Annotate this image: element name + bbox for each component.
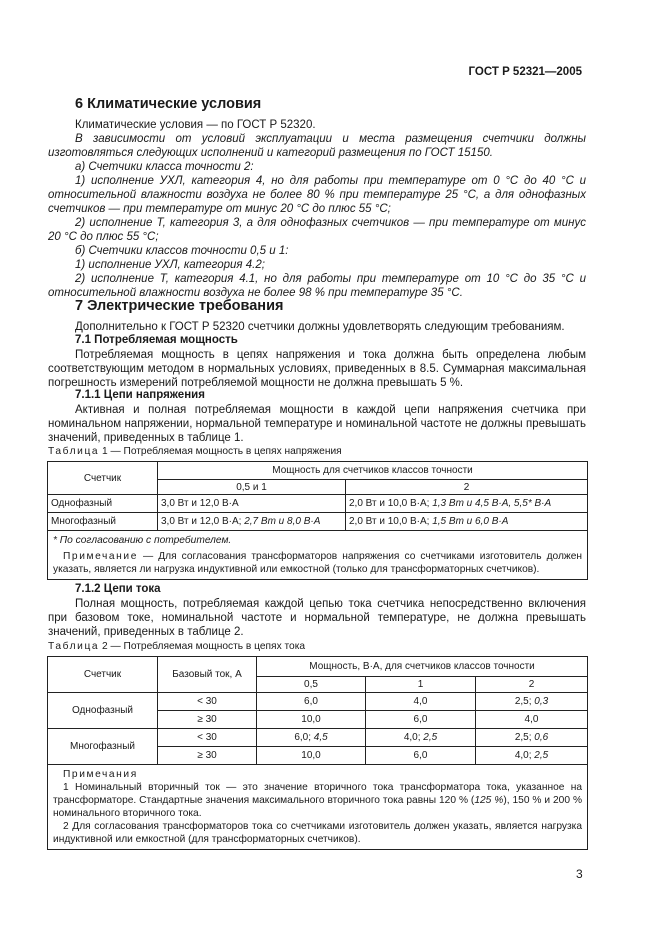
subsection-7-1-1-paragraph: Активная и полная потребляемая мощности в каждой цепи напряжения счетчика при номинальном напряжении, нормальной температуре и номинальной частоте не должны превышать значений, приведенных в таблице 1. [48, 404, 586, 444]
table-cell: 10,0 [257, 711, 366, 729]
table-header-cell: 2 [346, 480, 588, 495]
table-header-cell: 2 [476, 677, 588, 693]
table-note [48, 765, 588, 850]
subsection-7-1-title: 7.1 Потребляемая мощность [75, 334, 238, 346]
table-2 [47, 656, 588, 850]
table-row [48, 693, 588, 711]
table-cell: 4,0; 2,5 [366, 729, 476, 747]
table-2-note-2: 2 Для согласования трансформаторов тока со счетчиками изготовитель должен указать, является нагрузка индуктивной или емкостной (для трансформаторных счетчиков). [53, 821, 583, 845]
table-cell: 3,0 Вт и 12,0 В·А [158, 495, 346, 513]
section-6-paragraph: 1) исполнение УХЛ, категория 4.2; [75, 259, 265, 271]
section-6-title: 6 Климатические условия [75, 96, 262, 112]
table-row [48, 729, 588, 747]
table-cell: Многофазный [48, 513, 158, 531]
section-7-paragraph: Дополнительно к ГОСТ Р 52320 счетчики должны удовлетворять следующим требованиям. [75, 321, 565, 333]
table-cell: 6,0 [257, 693, 366, 711]
table-cell: Однофазный [48, 495, 158, 513]
table-footnote: * По согласованию с потребителем. [53, 535, 232, 546]
table-cell: ≥ 30 [158, 747, 257, 765]
section-6-paragraph: В зависимости от условий эксплуатации и места размещения счетчики должны изготовляться следующих исполнений и категорий размещения по ГОСТ 15150. [48, 133, 586, 159]
page-number: 3 [576, 867, 583, 881]
subsection-7-1-2-title: 7.1.2 Цепи тока [75, 583, 161, 595]
table-cell: 10,0 [257, 747, 366, 765]
section-6-paragraph: 2) исполнение Т, категория 3, а для однофазных счетчиков — при температуре от минус 20 °С до плюс 55 °С; [48, 217, 586, 243]
table-cell: 2,5; 0,3 [476, 693, 588, 711]
table-cell: 6,0 [366, 747, 476, 765]
table-cell: 3,0 Вт и 12,0 В·А; 2,7 Вт и 8,0 В·А [158, 513, 346, 531]
table-cell: Многофазный [48, 729, 158, 765]
table-header-cell: 0,5 [257, 677, 366, 693]
table-note [48, 531, 588, 580]
table-cell: 6,0; 4,5 [257, 729, 366, 747]
subsection-7-1-paragraph: Потребляемая мощность в цепях напряжения и тока должна быть определена любым соответствующим методом в нормальных условиях, приведенных в 8.5. Суммарная максимальная погрешность измерений потребляемой мощности не должна превышать 5 %. [48, 349, 586, 389]
table-1-note: Примечание — Для согласования трансформаторов напряжения со счетчиками изготовитель должен указать, является ли нагрузка индуктивной или емкостной (только для трансформаторных счетчиков). [53, 551, 583, 575]
table-header-cell: Базовый ток, А [158, 657, 257, 693]
subsection-7-1-2-paragraph: Полная мощность, потребляемая каждой цепью тока счетчика непосредственно включения при базовом токе, номинальной частоте и нормальной температуре, не должна превышать значений, приведенных в таблице 2. [48, 598, 586, 638]
subsection-7-1-1-title: 7.1.1 Цепи напряжения [75, 389, 205, 401]
section-7-title: 7 Электрические требования [75, 298, 284, 314]
table-cell: 6,0 [366, 711, 476, 729]
section-6-paragraph: 2) исполнение Т, категория 4.1, но для работы при температуре от 10 °С до 35 °С и относительной влажности воздуха не более 98 % при температуре 35 °С. [48, 273, 586, 299]
table-2-caption: Таблица 2 — Потребляемая мощность в цепях тока [48, 641, 306, 652]
table-header-cell: Мощность для счетчиков классов точности [158, 462, 588, 480]
table-row [48, 513, 588, 531]
table-cell: < 30 [158, 729, 257, 747]
section-6-paragraph: 1) исполнение УХЛ, категория 4, но для работы при температуре от 0 °С до 40 °С и относительной влажности воздуха не более 80 % при температуре 25 °С, а для однофазных счетчиков — при температуре от минус 20 °С до плюс 55 °С; [48, 175, 586, 215]
table-cell: < 30 [158, 693, 257, 711]
table-1 [47, 461, 588, 580]
table-header-cell: Мощность, В·А, для счетчиков классов точности [257, 657, 588, 677]
table-cell: 2,0 Вт и 10,0 В·А; 1,3 Вт и 4,5 В·А, 5,5* В·А [346, 495, 588, 513]
document-code: ГОСТ Р 52321—2005 [468, 66, 582, 78]
table-2-notes-label: Примечания [63, 769, 138, 780]
table-cell: 4,0 [476, 711, 588, 729]
table-1-caption: Таблица 1 — Потребляемая мощность в цепях напряжения [48, 446, 342, 457]
table-cell: 4,0; 2,5 [476, 747, 588, 765]
table-header-cell: 0,5 и 1 [158, 480, 346, 495]
table-cell: 4,0 [366, 693, 476, 711]
table-header-cell: 1 [366, 677, 476, 693]
table-cell: ≥ 30 [158, 711, 257, 729]
table-2-note-1: 1 Номинальный вторичный ток — это значение вторичного тока трансформатора тока, указанное на трансформаторе. Стандартные значения максимального вторичного тока равны 120 % (125 %), 150 % и 200 % номинального вторичного тока. [53, 782, 583, 819]
table-cell: 2,5; 0,6 [476, 729, 588, 747]
section-6-paragraph: а) Счетчики класса точности 2: [75, 161, 254, 173]
table-cell: 2,0 Вт и 10,0 В·А; 1,5 Вт и 6,0 В·А [346, 513, 588, 531]
table-header-cell: Счетчик [48, 462, 158, 495]
table-cell: Однофазный [48, 693, 158, 729]
table-row [48, 495, 588, 513]
section-6-paragraph: б) Счетчики классов точности 0,5 и 1: [75, 245, 289, 257]
section-6-paragraph: Климатические условия — по ГОСТ Р 52320. [75, 119, 316, 131]
table-header-cell: Счетчик [48, 657, 158, 693]
